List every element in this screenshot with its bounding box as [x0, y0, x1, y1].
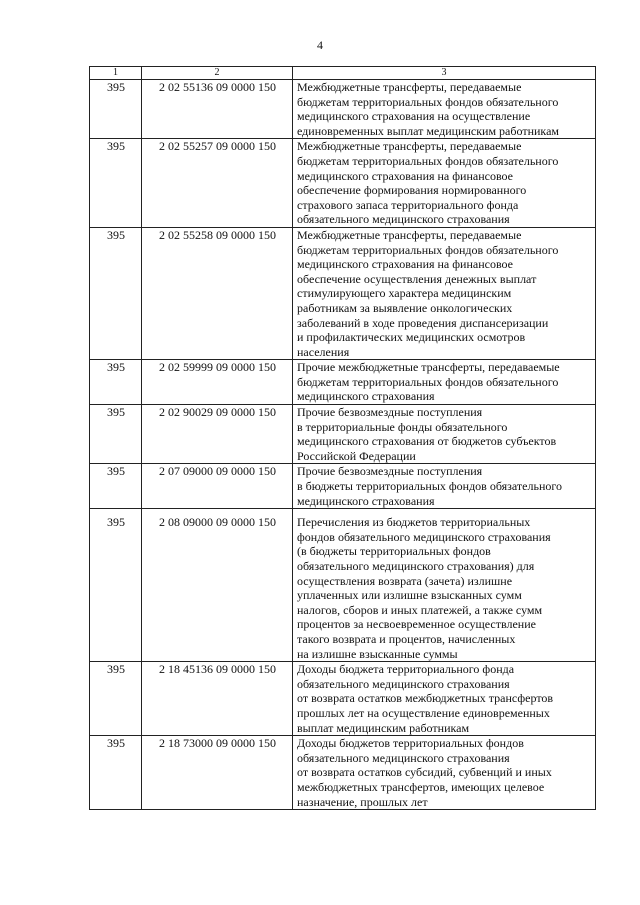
description-line: фондов обязательного медицинского страхования [297, 529, 551, 544]
description-line: обязательного медицинского страхования [297, 676, 510, 691]
table-row [90, 139, 596, 228]
admin-code-cell: 395 [90, 736, 142, 810]
budget-classification-table [89, 66, 596, 810]
description-line: стимулирующего характера медицинским [297, 286, 512, 301]
description-line: назначение, прошлых лет [297, 794, 428, 809]
budget-code-cell: 2 18 73000 09 0000 150 [142, 736, 293, 810]
description-line: Прочие безвозмездные поступления [297, 405, 483, 420]
table-row [90, 360, 596, 405]
description-cell [293, 736, 596, 810]
description-line: работникам за выявление онкологических [297, 300, 513, 315]
header-cell: 1 [90, 67, 142, 80]
description-line: Межбюджетные трансферты, передаваемые [297, 80, 522, 94]
description-line: медицинского страхования на финансовое [297, 168, 514, 183]
table-row [90, 509, 596, 662]
description-cell [293, 227, 596, 359]
description-cell [293, 662, 596, 736]
description-line: медицинского страхования [297, 493, 435, 508]
admin-code-cell: 395 [90, 139, 142, 228]
table-row [90, 80, 596, 139]
admin-code-cell: 395 [90, 405, 142, 464]
description-line: бюджетам территориальных фондов обязательного [297, 94, 559, 109]
description-line: обеспечение осуществления денежных выплат [297, 271, 537, 286]
description-line: выплат медицинским работникам [297, 720, 470, 735]
description-line: и профилактических медицинских осмотров [297, 330, 526, 345]
description-line: населения [297, 344, 350, 359]
description-line: медицинского страхования на осуществление [297, 109, 531, 124]
description-line: медицинского страхования [297, 389, 435, 404]
budget-code-cell: 2 02 55136 09 0000 150 [142, 80, 293, 139]
description-line: обеспечение формирования нормированного [297, 183, 527, 198]
description-line: обязательного медицинского страхования) для [297, 559, 535, 573]
description-line: обязательного медицинского страхования [297, 750, 510, 765]
description-line: на излишне взысканные суммы [297, 646, 458, 661]
description-cell [293, 405, 596, 464]
description-line: в бюджеты территориальных фондов обязательного [297, 479, 563, 494]
header-cell: 3 [293, 67, 596, 80]
admin-code-cell: 395 [90, 227, 142, 359]
budget-code-cell: 2 02 90029 09 0000 150 [142, 405, 293, 464]
description-line: заболеваний в ходе проведения диспансеризации [297, 315, 549, 330]
budget-code-cell: 2 07 09000 09 0000 150 [142, 464, 293, 509]
description-line: Доходы бюджета территориального фонда [297, 662, 515, 677]
budget-code-cell: 2 02 55258 09 0000 150 [142, 227, 293, 359]
budget-code-cell: 2 02 55257 09 0000 150 [142, 139, 293, 228]
description-line: Доходы бюджетов территориальных фондов [297, 736, 524, 751]
budget-code-cell: 2 08 09000 09 0000 150 [142, 509, 293, 662]
description-cell [293, 80, 596, 139]
description-line: Прочие межбюджетные трансферты, передаваемые [297, 360, 560, 375]
description-line: Российской Федерации [297, 448, 416, 463]
description-line: единовременных выплат медицинским работникам [297, 123, 559, 138]
description-line: уплаченных или излишне взысканных сумм [297, 588, 522, 603]
description-cell [293, 464, 596, 509]
description-line: прошлых лет на осуществление единовременных [297, 705, 550, 720]
admin-code-cell: 395 [90, 464, 142, 509]
description-cell [293, 139, 596, 228]
description-line: Межбюджетные трансферты, передаваемые [297, 227, 522, 242]
description-line: процентов за несвоевременное осуществление [297, 617, 536, 632]
description-cell [293, 509, 596, 662]
admin-code-cell: 395 [90, 80, 142, 139]
table-row [90, 662, 596, 736]
description-line: такого возврата и процентов, начисленных [297, 631, 516, 646]
budget-code-cell: 2 18 45136 09 0000 150 [142, 662, 293, 736]
table-row [90, 464, 596, 509]
description-line: медицинского страхования на финансовое [297, 257, 514, 272]
description-line: от возврата остатков межбюджетных трансфертов [297, 691, 554, 706]
description-line: бюджетам территориальных фондов обязательного [297, 153, 559, 168]
description-cell [293, 360, 596, 405]
description-line: Перечисления из бюджетов территориальных [297, 515, 531, 530]
budget-code-cell: 2 02 59999 09 0000 150 [142, 360, 293, 405]
header-cell: 2 [142, 67, 293, 80]
description-line: Прочие безвозмездные поступления [297, 464, 483, 479]
table-row [90, 405, 596, 464]
description-line: (в бюджеты территориальных фондов [297, 544, 491, 559]
table-row [90, 227, 596, 359]
description-line: обязательного медицинского страхования [297, 212, 510, 227]
table-row [90, 736, 596, 810]
admin-code-cell: 395 [90, 662, 142, 736]
description-line: бюджетам территориальных фондов обязательного [297, 374, 559, 389]
page-number: 4 [317, 38, 323, 52]
description-line: налогов, сборов и иных платежей, а также сумм [297, 602, 543, 617]
description-line: Межбюджетные трансферты, передаваемые [297, 139, 522, 154]
description-line: страхового запаса территориального фонда [297, 197, 519, 212]
description-line: медицинского страхования от бюджетов субъектов [297, 434, 557, 449]
description-line: осуществления возврата (зачета) излишне [297, 573, 513, 588]
table-header-row [90, 67, 596, 80]
admin-code-cell: 395 [90, 360, 142, 405]
description-line: в территориальные фонды обязательного [297, 419, 508, 434]
description-line: межбюджетных трансфертов, имеющих целевое [297, 779, 545, 794]
admin-code-cell: 395 [90, 509, 142, 662]
description-line: от возврата остатков субсидий, субвенций и иных [297, 765, 552, 780]
description-line: бюджетам территориальных фондов обязательного [297, 242, 559, 257]
